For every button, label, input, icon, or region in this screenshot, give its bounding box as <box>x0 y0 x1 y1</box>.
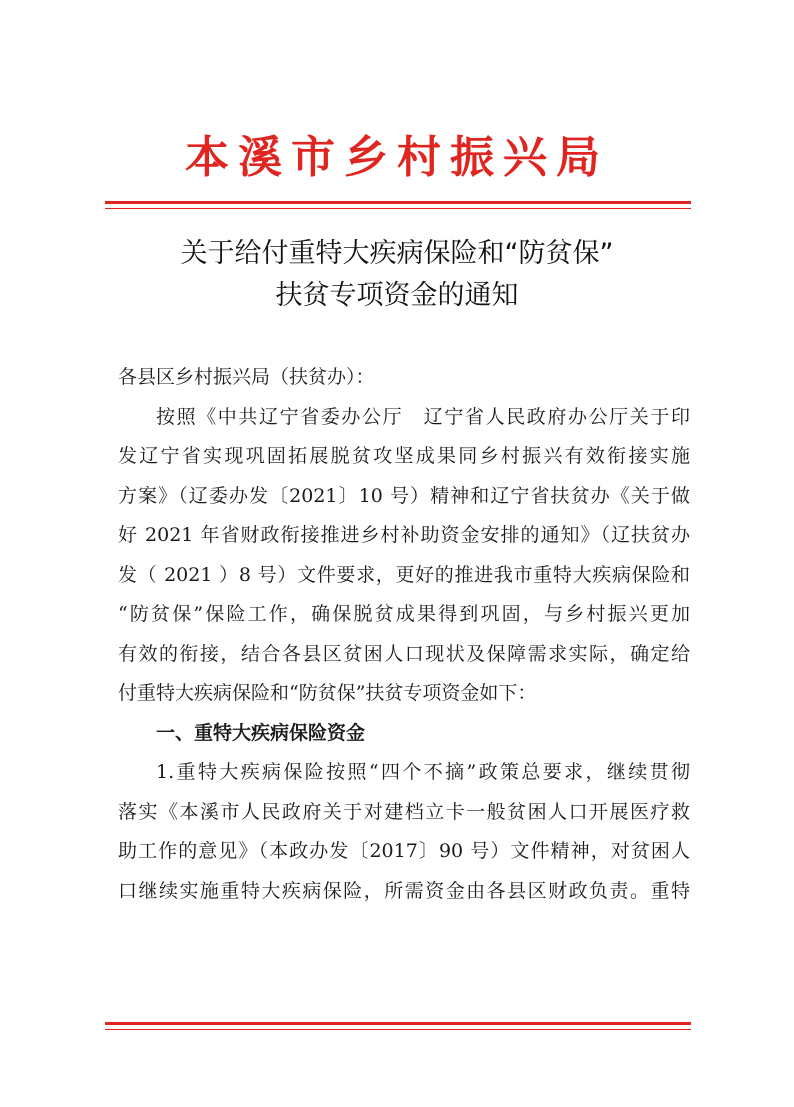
paragraph-1-line: 有效的衔接，结合各县区贫困人口现状及保障需求实际，确定给 <box>118 642 690 665</box>
paragraph-1-line: 按照《中共辽宁省委办公厅 辽宁省人民政府办公厅关于印 <box>156 405 690 428</box>
document-title-line-1: 关于给付重特大疾病保险和“防贫保” <box>180 238 614 269</box>
salutation: 各县区乡村振兴局（扶贫办）： <box>118 366 375 388</box>
document-title-line-2: 扶贫专项资金的通知 <box>275 280 519 311</box>
paragraph-1-line: “防贫保”保险工作，确保脱贫成果得到巩固，与乡村振兴更加 <box>118 603 690 625</box>
paragraph-2-line: 口继续实施重特大疾病保险，所需资金由各县区财政负责。重特 <box>118 879 690 902</box>
paragraph-1-line: 好 2021 年省财政衔接推进乡村补助资金安排的通知》（辽扶贫办 <box>118 524 690 546</box>
masthead-rule-thick <box>105 201 691 204</box>
masthead-rule-thin <box>105 208 691 209</box>
paragraph-2-line: 助工作的意见》（本政办发〔2017〕90 号）文件精神，对贫困人 <box>118 840 690 862</box>
footer-rule-thin <box>105 1029 691 1030</box>
document-body <box>118 358 690 911</box>
section-1-heading: 一、重特大疾病保险资金 <box>156 721 366 744</box>
paragraph-2-line: 1.重特大疾病保险按照“四个不摘”政策总要求，继续贯彻 <box>156 761 690 783</box>
paragraph-1-line: 发（ 2021 ）8 号）文件要求，更好的推进我市重特大疾病保险和 <box>118 563 690 586</box>
paragraph-1-line: 方案》（辽委办发〔2021〕10 号）精神和辽宁省扶贫办《关于做 <box>118 484 690 507</box>
footer-rule-thick <box>105 1022 691 1025</box>
paragraph-1-line: 付重特大疾病保险和“防贫保”扶贫专项资金如下： <box>118 682 537 704</box>
masthead-title: 本溪市乡村振兴局 <box>185 132 609 183</box>
paragraph-2-line: 落实《本溪市人民政府关于对建档立卡一般贫困人口开展医疗救 <box>118 800 690 823</box>
paragraph-1-line: 发辽宁省实现巩固拓展脱贫攻坚成果同乡村振兴有效衔接实施 <box>118 445 690 467</box>
